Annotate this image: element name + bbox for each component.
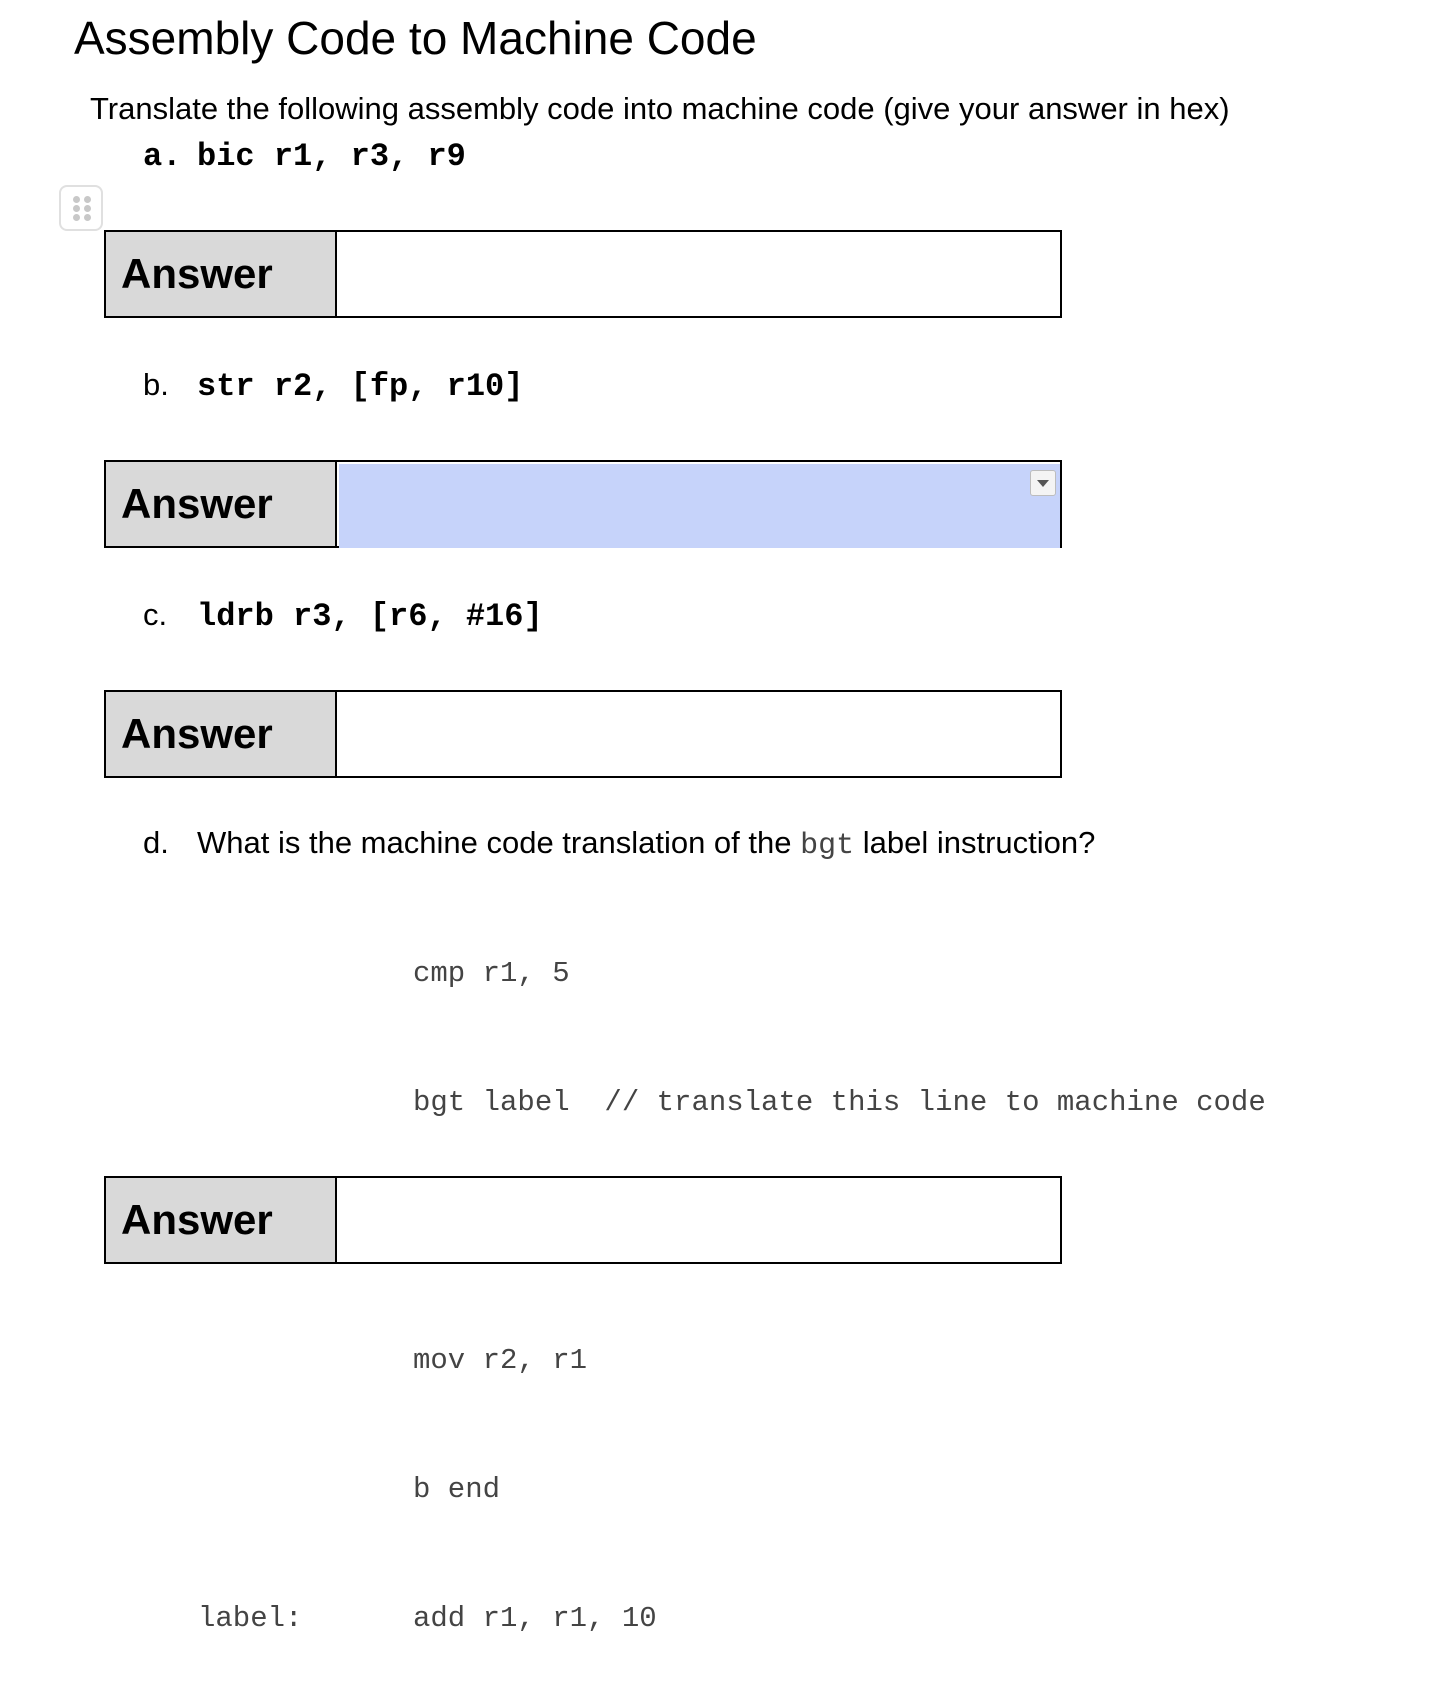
question-b-code: str r2, [fp, r10] — [197, 368, 524, 405]
code-line-code: bgt label // translate this line to machine code — [413, 1086, 1266, 1119]
code-line-code: b end — [413, 1473, 501, 1506]
answer-field-b[interactable] — [339, 464, 1060, 548]
code-line-code: mov r2, r1 — [413, 1344, 588, 1377]
question-c-marker: c. — [143, 597, 168, 632]
code-line-code: add r1, r1, 10 — [413, 1602, 657, 1635]
dropdown-arrow-icon[interactable] — [1030, 470, 1056, 496]
question-a — [143, 136, 466, 176]
question-d-marker: d. — [143, 825, 169, 860]
drag-handle-icon[interactable] — [59, 185, 103, 231]
answer-table-d — [104, 1176, 1062, 1264]
question-d-inline-code: bgt — [800, 829, 855, 863]
answer-label: Answer — [106, 692, 337, 776]
answer-field-c[interactable] — [337, 692, 1060, 776]
question-c-code: ldrb r3, [r6, #16] — [197, 598, 543, 635]
question-a-marker: a. — [143, 138, 182, 175]
code-line-label: label: — [198, 1602, 303, 1635]
answer-label: Answer — [106, 462, 337, 546]
answer-table-c — [104, 690, 1062, 778]
answer-table-b — [104, 460, 1062, 548]
question-c — [143, 596, 543, 636]
answer-field-d[interactable] — [337, 1178, 1060, 1262]
instructions-text: Translate the following assembly code into machine code (give your answer in hex) — [90, 91, 1230, 126]
answer-table-a — [104, 230, 1062, 318]
answer-label: Answer — [106, 232, 337, 316]
code-line-code: cmp r1, 5 — [413, 957, 570, 990]
question-d — [143, 824, 1095, 865]
answer-label: Answer — [106, 1178, 337, 1262]
answer-field-a[interactable] — [337, 232, 1060, 316]
page-title: Assembly Code to Machine Code — [74, 12, 757, 64]
code-snippet — [198, 866, 1266, 1683]
code-line — [198, 952, 1266, 995]
code-line — [198, 1468, 1266, 1511]
question-a-code: bic r1, r3, r9 — [197, 138, 466, 175]
question-d-text-before: What is the machine code translation of the — [197, 825, 801, 860]
question-b-marker: b. — [143, 367, 169, 402]
code-line — [198, 1081, 1266, 1124]
question-b — [143, 366, 523, 406]
question-d-text-after: label instruction? — [854, 825, 1096, 860]
code-line — [198, 1339, 1266, 1382]
code-line — [198, 1597, 1266, 1640]
